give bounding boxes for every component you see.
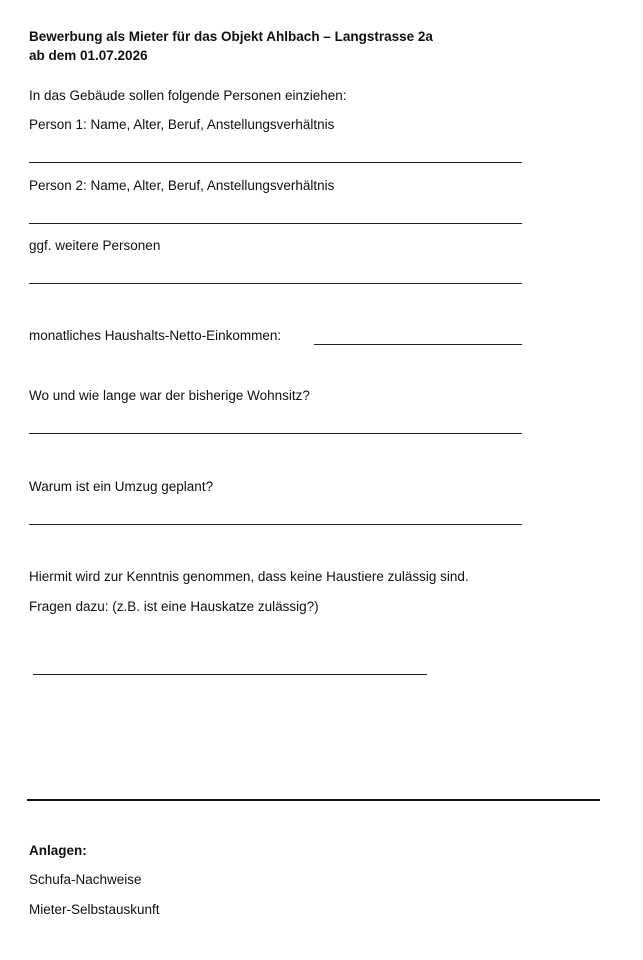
pets-input-line[interactable] — [33, 674, 427, 675]
document-title — [29, 27, 433, 65]
person1-label: Person 1: Name, Alter, Beruf, Anstellungsverhältnis — [29, 117, 335, 132]
further-persons-label: ggf. weitere Personen — [29, 238, 161, 253]
section-divider — [27, 799, 600, 801]
residence-label: Wo und wie lange war der bisherige Wohnsitz? — [29, 388, 310, 403]
person2-label: Person 2: Name, Alter, Beruf, Anstellungsverhältnis — [29, 178, 335, 193]
person1-input-line[interactable] — [29, 162, 522, 163]
income-label: monatliches Haushalts-Netto-Einkommen: — [29, 328, 282, 343]
attachments-heading: Anlagen: — [29, 843, 87, 858]
attachment-item: Mieter-Selbstauskunft — [29, 902, 160, 917]
intro-text: In das Gebäude sollen folgende Personen einziehen: — [29, 88, 347, 103]
title-line-1: Bewerbung als Mieter für das Objekt Ahlbach – Langstrasse 2a — [29, 29, 433, 44]
attachment-item: Schufa-Nachweise — [29, 872, 142, 887]
move-reason-input-line[interactable] — [29, 524, 522, 525]
move-reason-label: Warum ist ein Umzug geplant? — [29, 479, 214, 494]
income-input-line[interactable] — [314, 344, 522, 345]
pets-note: Hiermit wird zur Kenntnis genommen, dass keine Haustiere zulässig sind. — [29, 569, 469, 584]
person2-input-line[interactable] — [29, 223, 522, 224]
residence-input-line[interactable] — [29, 433, 522, 434]
title-line-2: ab dem 01.07.2026 — [29, 48, 148, 63]
pets-question: Fragen dazu: (z.B. ist eine Hauskatze zulässig?) — [29, 599, 319, 614]
further-persons-input-line[interactable] — [29, 283, 522, 284]
